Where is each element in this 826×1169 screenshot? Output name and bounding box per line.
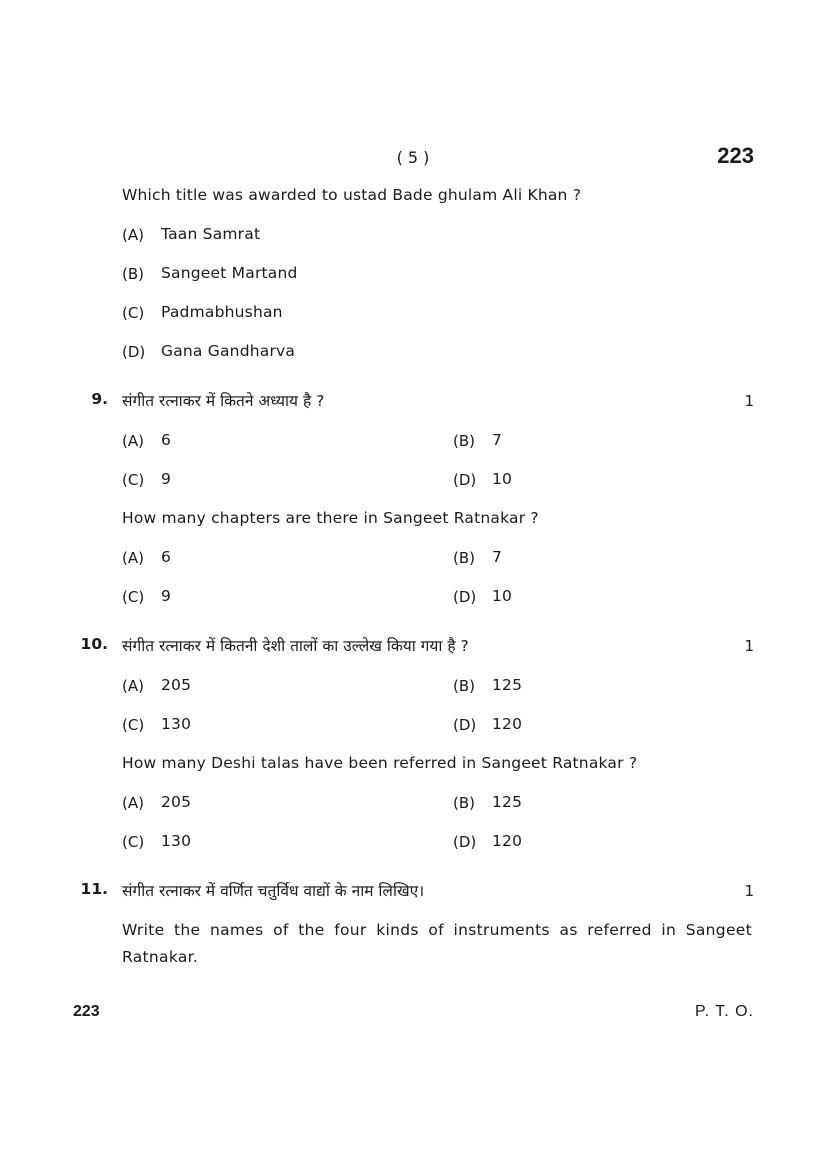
option-label: (C) [122,588,145,606]
option-label: (B) [122,265,144,283]
paper-code: 223 [717,143,754,168]
option-text: 10 [492,587,513,605]
option-text: 6 [161,548,172,566]
option-label: (A) [122,549,144,567]
option-label: (D) [453,833,477,851]
option-text: Gana Gandharva [161,342,296,360]
option-label: (A) [122,432,144,450]
option-label: (D) [453,471,477,489]
option-text: 130 [161,715,192,733]
option-text: 205 [161,793,192,811]
option-text: 120 [492,832,523,850]
option-text: 7 [492,548,503,566]
question-11-english: Write the names of the four kinds of instruments as referred in Sangeet Ratnakar. [122,921,752,966]
option-text: 125 [492,793,523,811]
option-text: 6 [161,431,172,449]
option-label: (B) [453,677,475,695]
option-label: (C) [122,471,145,489]
option-label: (C) [122,833,145,851]
option-label: (D) [453,588,477,606]
question-10-hindi: संगीत रत्नाकर में कितनी देशी तालों का उल्लेख किया गया है ? [122,637,469,655]
option-text: 10 [492,470,513,488]
option-text: 120 [492,715,523,733]
option-label: (D) [122,343,146,361]
option-label: (A) [122,226,144,244]
question-number: 11. [80,880,108,898]
option-label: (B) [453,794,475,812]
question-number: 10. [80,635,108,653]
marks: 1 [744,637,754,655]
question-9-hindi: संगीत रत्नाकर में कितने अध्याय है ? [122,392,325,410]
option-label: (C) [122,304,145,322]
option-text: Padmabhushan [161,303,283,321]
question-8-english: Which title was awarded to ustad Bade ghulam Ali Khan ? [122,186,582,204]
option-label: (C) [122,716,145,734]
question-11-hindi: संगीत रत्नाकर में वर्णित चतुर्विध वाद्यों के नाम लिखिए। [122,882,425,900]
option-label: (B) [453,549,475,567]
option-text: 9 [161,470,172,488]
footer-paper-code: 223 [73,1003,100,1020]
question-10-english: How many Deshi talas have been referred in Sangeet Ratnakar ? [122,754,638,772]
marks: 1 [744,882,754,900]
page-number: ( 5 ) [396,148,430,167]
marks: 1 [744,392,754,410]
option-text: 130 [161,832,192,850]
option-text: Taan Samrat [161,225,261,243]
question-9-english: How many chapters are there in Sangeet Ratnakar ? [122,509,539,527]
option-label: (A) [122,677,144,695]
question-number: 9. [91,390,108,408]
option-text: 205 [161,676,192,694]
option-text: 7 [492,431,503,449]
option-label: (B) [453,432,475,450]
option-label: (D) [453,716,477,734]
option-label: (A) [122,794,144,812]
option-text: Sangeet Martand [161,264,298,282]
option-text: 9 [161,587,172,605]
please-turn-over: P. T. O. [695,1003,754,1020]
option-text: 125 [492,676,523,694]
